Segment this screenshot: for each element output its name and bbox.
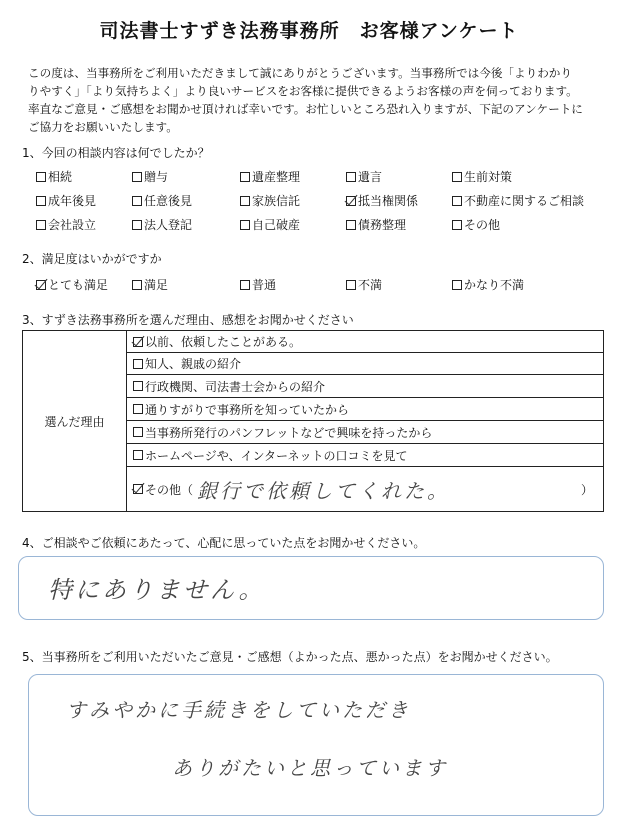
option-label: 不動産に関するご相談: [464, 194, 585, 208]
checkbox[interactable]: [132, 196, 142, 206]
q1-option[interactable]: [36, 216, 96, 233]
checkbox[interactable]: [452, 280, 462, 290]
checkbox[interactable]: [132, 172, 142, 182]
question-4-label: 4、ご相談やご依頼にあたって、心配に思っていた点をお聞かせください。: [22, 536, 426, 550]
checkbox[interactable]: [132, 280, 142, 290]
question-3-label: 3、すずき法務事務所を選んだ理由、感想をお聞かせください: [22, 313, 354, 327]
checkbox[interactable]: [133, 381, 143, 391]
option-label: その他: [464, 218, 501, 232]
option-label: 家族信託: [252, 194, 301, 208]
answer-4-text: 特にありません。: [48, 576, 266, 604]
checkbox[interactable]: [346, 196, 356, 206]
reason-label: 以前、依頼したことがある。: [145, 335, 302, 349]
intro-line: この度は、当事務所をご利用いただきまして誠にありがとうございます。当事務所では今後「よりわかり: [28, 66, 572, 80]
q2-option[interactable]: [452, 276, 524, 293]
checkbox[interactable]: [346, 220, 356, 230]
reason-row[interactable]: [127, 398, 603, 421]
checkbox[interactable]: [240, 196, 250, 206]
intro-line: 率直なご意見・ご感想をお聞かせ頂ければ幸いです。お忙しいところ恐れ入りますが、下記のアンケートに: [28, 102, 583, 116]
q1-option[interactable]: [452, 168, 512, 185]
option-label: 遺言: [358, 170, 383, 184]
q1-option[interactable]: [240, 192, 300, 209]
reason-row[interactable]: [127, 353, 603, 375]
checkbox[interactable]: [452, 172, 462, 182]
reason-label: 通りすがりで事務所を知っていたから: [145, 402, 350, 417]
checkbox[interactable]: [240, 280, 250, 290]
reason-row[interactable]: [127, 467, 603, 511]
option-label: 普通: [252, 278, 277, 292]
intro-text: [28, 64, 598, 136]
checkbox[interactable]: [36, 196, 46, 206]
q1-option[interactable]: [346, 192, 418, 209]
option-label: 満足: [144, 278, 169, 292]
option-label: 会社設立: [48, 218, 97, 232]
q2-option[interactable]: [346, 276, 382, 293]
q2-option[interactable]: [36, 276, 108, 293]
reason-row[interactable]: [127, 375, 603, 398]
option-label: 法人登記: [144, 218, 193, 232]
q1-option[interactable]: [132, 168, 168, 185]
q1-option[interactable]: [36, 168, 72, 185]
question-2-label: 2、満足度はいかがですか: [22, 252, 162, 266]
reason-label: その他（: [145, 482, 194, 497]
reason-label: ホームページや、インターネットの口コミを見て: [145, 448, 408, 463]
checkbox[interactable]: [133, 450, 143, 460]
option-label: 生前対策: [464, 170, 513, 184]
question-5-label: 5、当事務所をご利用いただいたご意見・ご感想（よかった点、悪かった点）をお聞かせください。: [22, 650, 558, 664]
checkbox[interactable]: [133, 404, 143, 414]
option-label: 自己破産: [252, 218, 301, 232]
question-1-label: 1、今回の相談内容は何でしたか？: [22, 146, 210, 160]
option-label: 任意後見: [144, 194, 193, 208]
checkbox[interactable]: [36, 220, 46, 230]
option-label: 抵当権関係: [358, 194, 419, 208]
option-label: 成年後見: [48, 194, 97, 208]
reason-row[interactable]: [127, 421, 603, 444]
other-reason-text: 銀行で依頼してくれた。: [197, 478, 451, 503]
option-label: とても満足: [48, 278, 109, 292]
close-paren: ）: [580, 482, 593, 497]
checkbox[interactable]: [133, 337, 143, 347]
reason-row[interactable]: [127, 331, 603, 353]
checkbox[interactable]: [133, 484, 143, 494]
reason-label: 当事務所発行のパンフレットなどで興味を持ったから: [145, 425, 433, 440]
checkbox[interactable]: [133, 427, 143, 437]
reason-header: 選んだ理由: [23, 331, 127, 511]
reason-label: 知人、親戚の紹介: [145, 357, 242, 371]
intro-line: りやすく」「より気持ちよく」より良いサービスをお客様に提供できるようお客様の声を伺っております。: [28, 84, 578, 98]
q1-option[interactable]: [240, 216, 300, 233]
checkbox[interactable]: [346, 172, 356, 182]
checkbox[interactable]: [452, 220, 462, 230]
q1-option[interactable]: [36, 192, 96, 209]
answer-5-text-line2: ありがたいと思っています: [172, 756, 448, 780]
q1-option[interactable]: [132, 192, 192, 209]
checkbox[interactable]: [36, 280, 46, 290]
checkbox[interactable]: [132, 220, 142, 230]
checkbox[interactable]: [240, 220, 250, 230]
q1-option[interactable]: [452, 216, 500, 233]
option-label: かなり不満: [464, 278, 525, 292]
q1-option[interactable]: [240, 168, 300, 185]
option-label: 債務整理: [358, 218, 407, 232]
option-label: 贈与: [144, 170, 169, 184]
option-label: 相続: [48, 170, 73, 184]
page-title: 司法書士すずき法務事務所 お客様アンケート: [99, 20, 519, 42]
checkbox[interactable]: [240, 172, 250, 182]
checkbox[interactable]: [452, 196, 462, 206]
q1-option[interactable]: [346, 168, 382, 185]
checkbox[interactable]: [36, 172, 46, 182]
option-label: 不満: [358, 278, 383, 292]
checkbox[interactable]: [346, 280, 356, 290]
q2-option[interactable]: [132, 276, 168, 293]
intro-line: ご協力をお願いいたします。: [28, 120, 178, 134]
reason-table: [22, 330, 604, 512]
reason-label: 行政機関、司法書士会からの紹介: [145, 379, 326, 394]
q2-option[interactable]: [240, 276, 276, 293]
option-label: 遺産整理: [252, 170, 301, 184]
reason-row[interactable]: [127, 444, 603, 467]
answer-5-text-line1: すみやかに手続きをしていただき: [66, 698, 411, 722]
q1-option[interactable]: [346, 216, 406, 233]
q1-option[interactable]: [452, 192, 584, 209]
q1-option[interactable]: [132, 216, 192, 233]
checkbox[interactable]: [133, 359, 143, 369]
